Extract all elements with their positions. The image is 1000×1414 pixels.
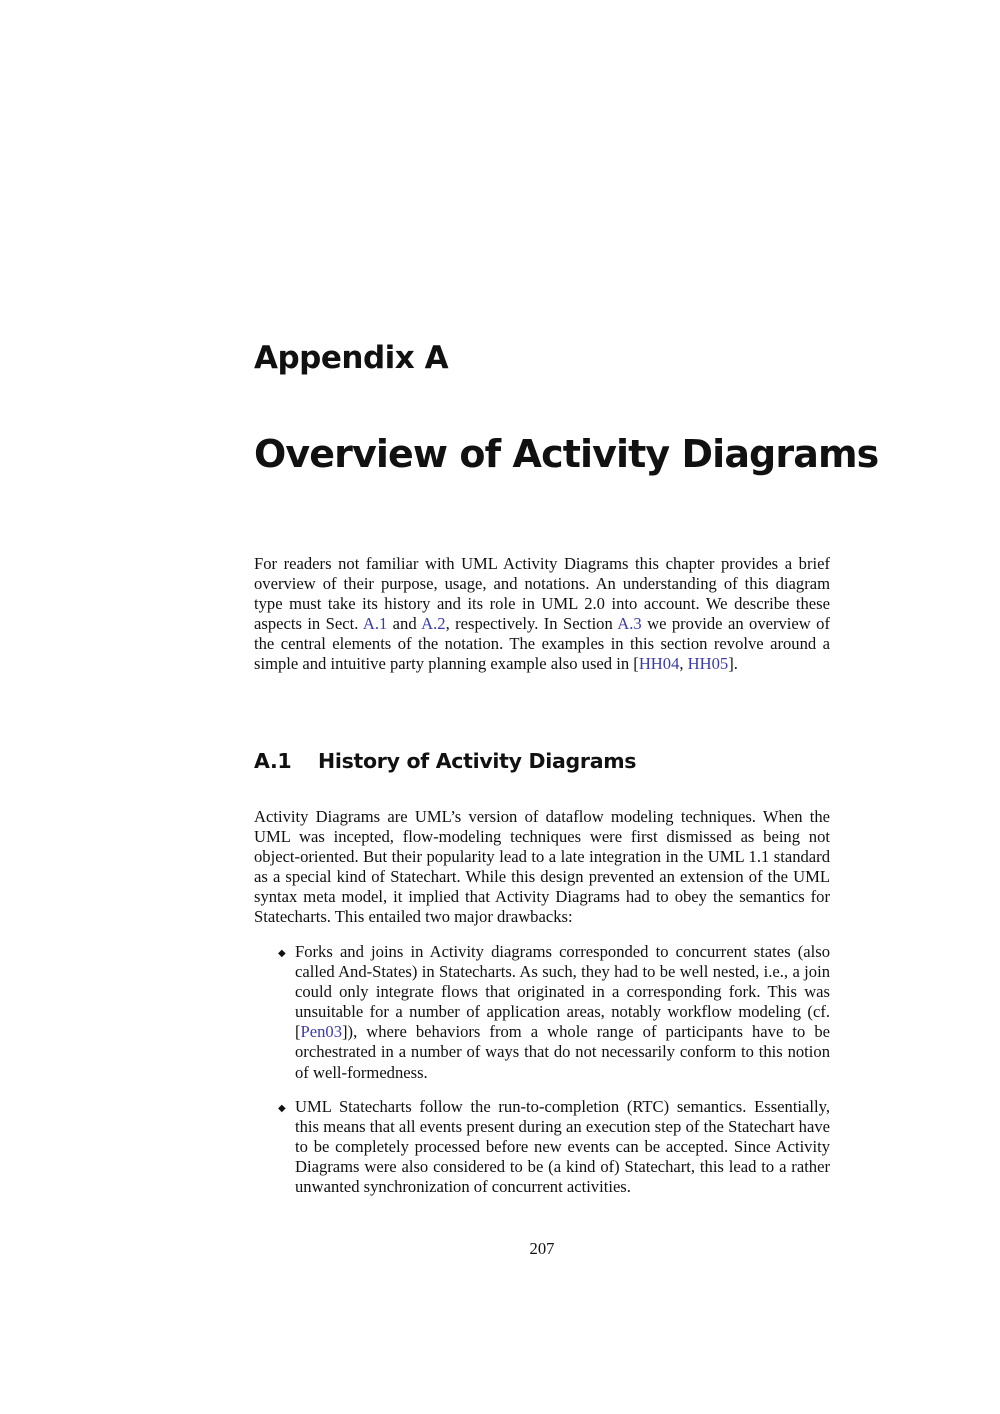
appendix-label: Appendix A	[254, 340, 449, 376]
section-number: A.1	[254, 749, 292, 773]
citation-hh04[interactable]: HH04	[638, 654, 680, 674]
chapter-title: Overview of Activity Diagrams	[254, 432, 879, 476]
list-item-text	[295, 942, 830, 1083]
intro-text-5: ,	[679, 654, 688, 674]
drawbacks-list	[254, 942, 830, 1211]
list-item	[254, 942, 830, 1083]
section-ref-a2[interactable]: A.2	[421, 614, 446, 634]
intro-text-6: ].	[728, 654, 738, 674]
intro-paragraph	[254, 554, 830, 675]
section-title: History of Activity Diagrams	[318, 749, 637, 773]
item1-text-1: Forks and joins in Activity diagrams corresponded to concurrent states (also called And-States) in Statecharts. As such, they had to be well nested, i.e., a join could only integrate flows that originated in a corresponding fork. This was unsuitable for a number of application areas, notably workflow modeling (cf. [	[295, 942, 830, 1042]
section-ref-a3[interactable]: A.3	[617, 614, 642, 634]
citation-pen03[interactable]: Pen03	[300, 1022, 343, 1042]
list-item-text: UML Statecharts follow the run-to-completion (RTC) semantics. Essentially, this means that all events present during an execution step of the Statechart have to be completely processed before new events can be accepted. Since Activity Diagrams were also considered to be (a kind of) Statechart, this lead to a rather unwanted synchronization of concurrent activities.	[295, 1096, 830, 1197]
intro-text-3: , respectively. In Section	[445, 614, 618, 634]
history-paragraph: Activity Diagrams are UML’s version of dataflow modeling techniques. When the UML was incepted, flow-modeling techniques were first dismissed as being not object-oriented. But their popularity lead to a late integration in the UML 1.1 standard as a special kind of Statechart. While this design prevented an extension of the UML syntax meta model, it implied that Activity Diagrams had to obey the semantics for Statecharts. This entailed two major drawbacks:	[254, 807, 830, 927]
intro-text-2: and	[387, 614, 422, 634]
section-ref-a1[interactable]: A.1	[362, 614, 388, 634]
page-number: 207	[529, 1239, 555, 1258]
intro-text-4: we provide an overview of the central elements of the notation. The examples in this section revolve around a simple and intuitive party planning example also used in [	[254, 614, 830, 674]
intro-text-1: For readers not familiar with UML Activity Diagrams this chapter provides a brief overview of their purpose, usage, and notations. An understanding of this diagram type must take its history and its role in UML 2.0 into account. We describe these aspects in Sect.	[254, 554, 830, 634]
section-heading	[254, 746, 636, 776]
citation-hh05[interactable]: HH05	[687, 654, 729, 674]
item1-text-2: ]), where behaviors from a whole range of participants have to be orchestrated in a number of ways that do not necessarily conform to this notion of well-formedness.	[295, 1022, 830, 1082]
diamond-bullet-icon: ◆	[278, 1102, 286, 1114]
diamond-bullet-icon: ◆	[278, 948, 286, 959]
list-item	[254, 1097, 830, 1197]
page	[254, 0, 879, 1414]
